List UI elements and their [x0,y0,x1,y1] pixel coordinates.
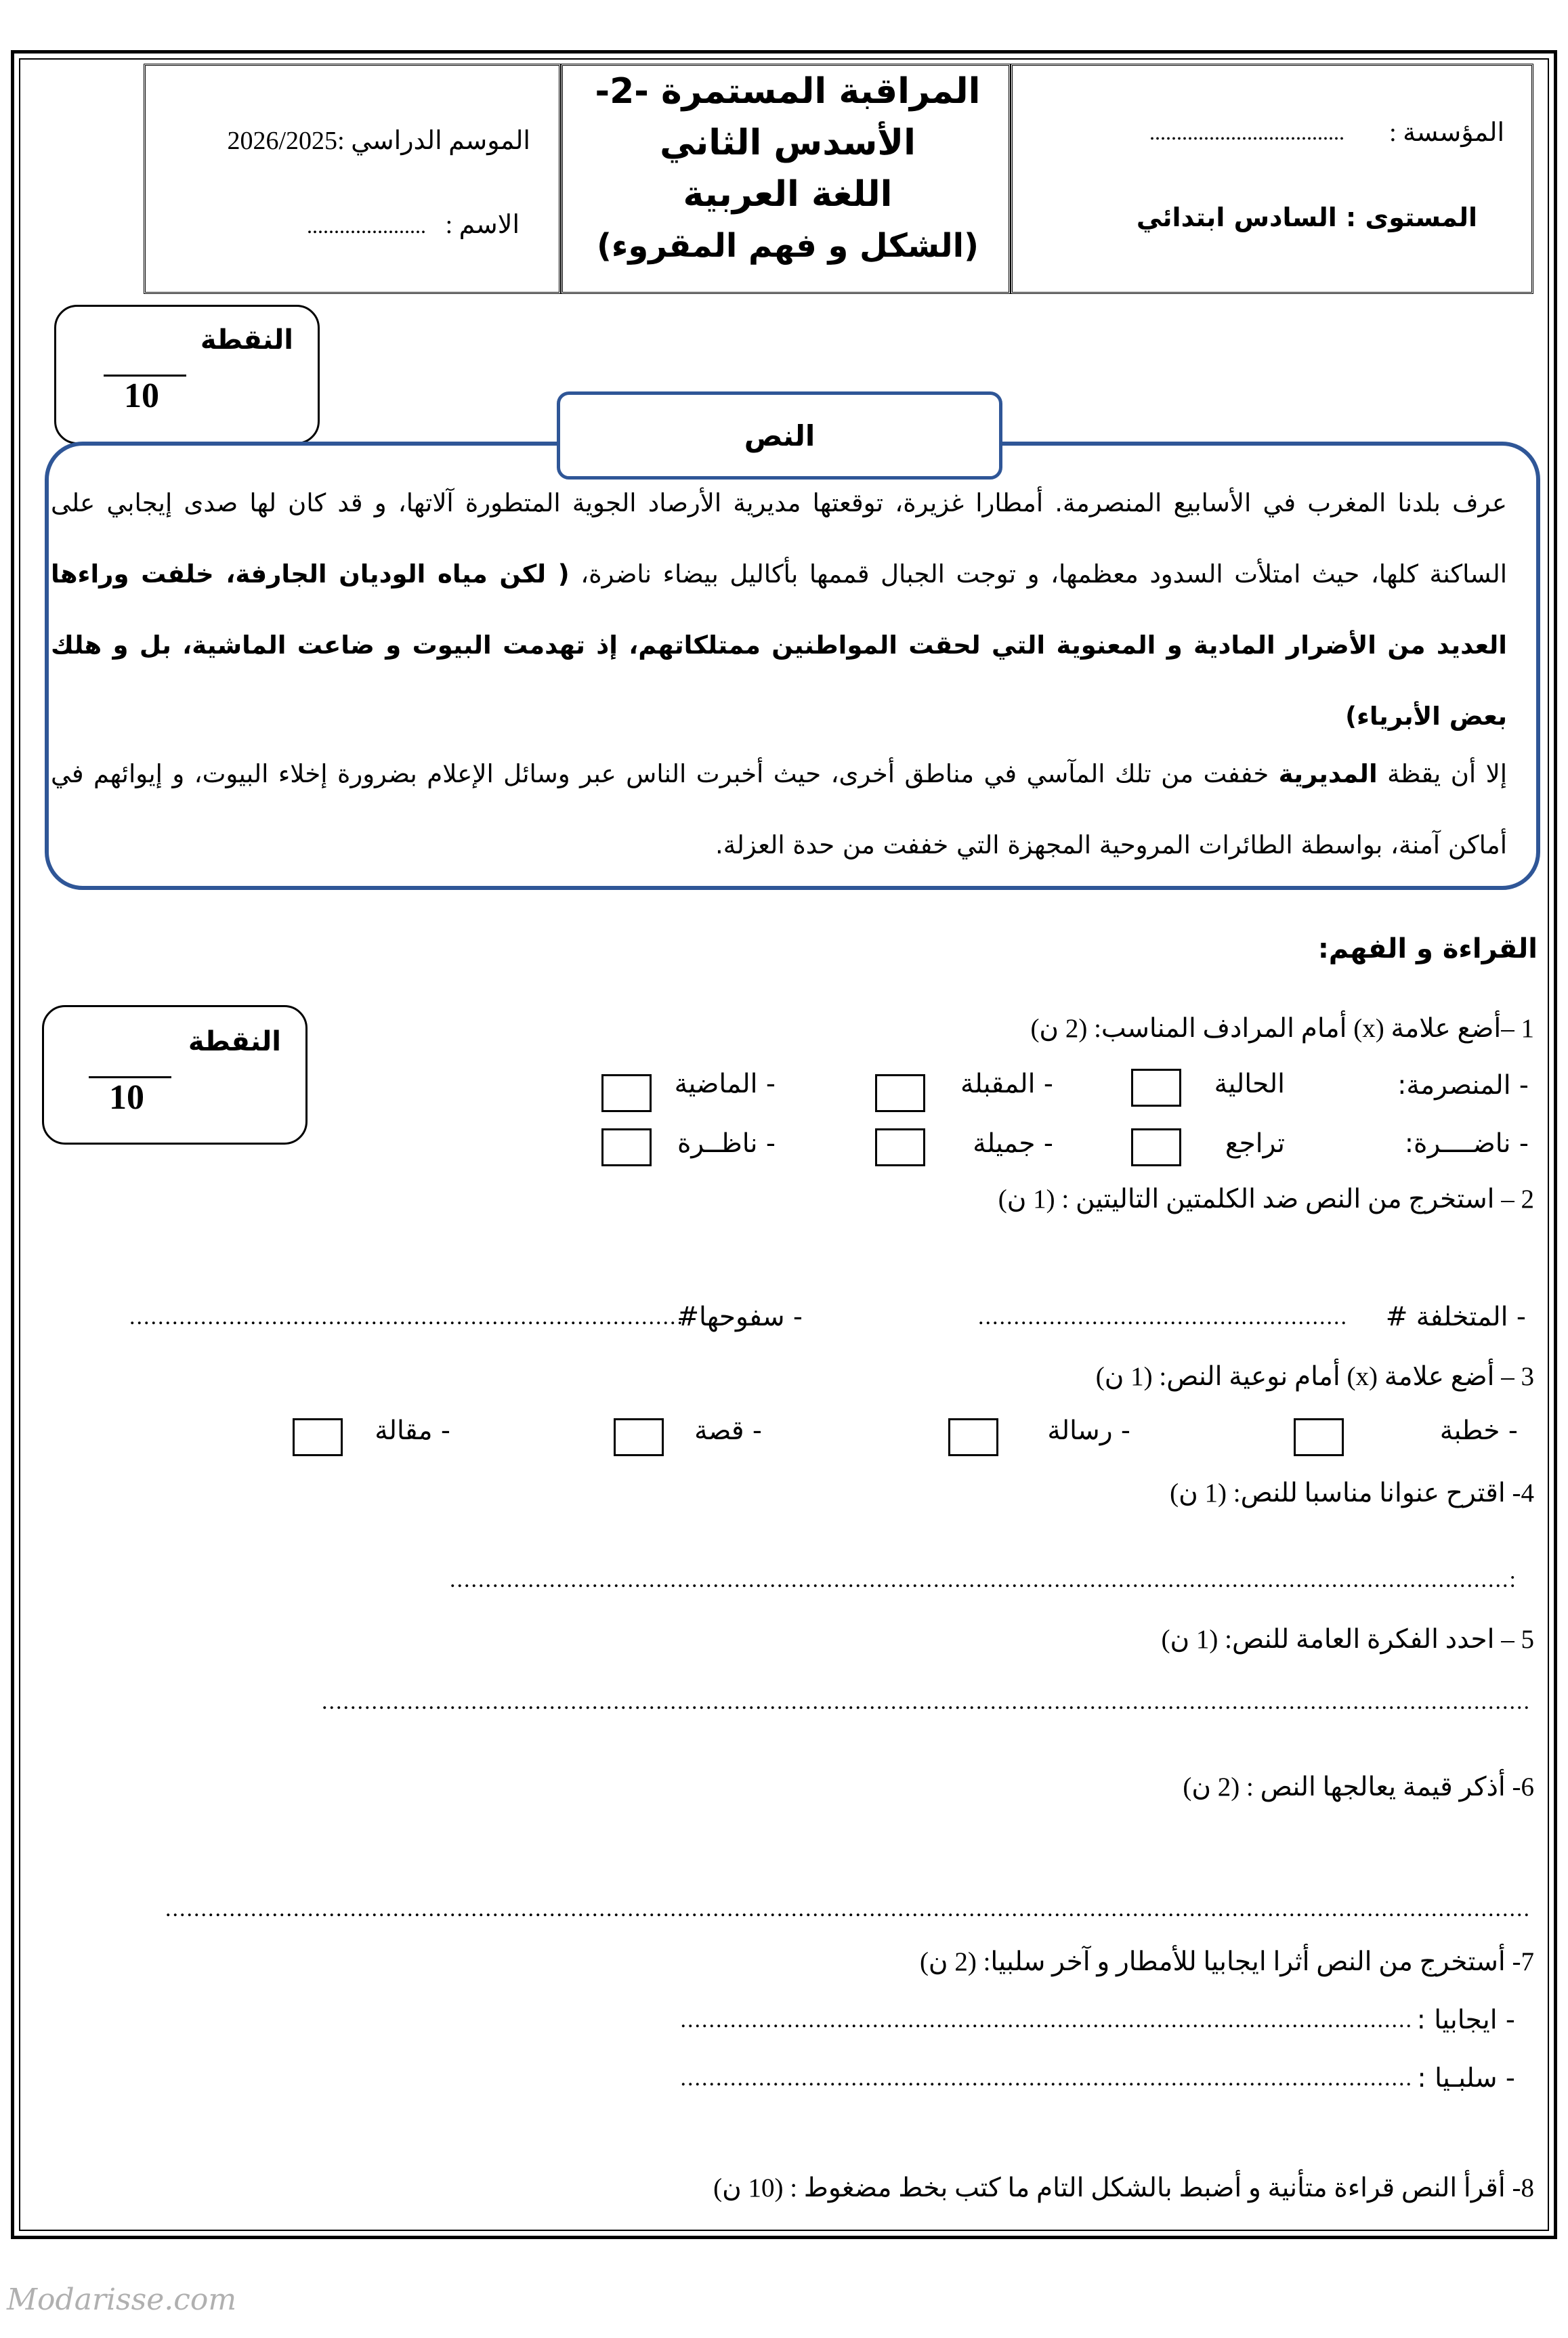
q2-answer-2-line[interactable]: .............................................................................. [129,1304,684,1330]
name-label: الاسم : [445,211,520,239]
header-institution-cell [1011,64,1533,294]
score-value: 10 [109,1078,144,1117]
question-5: 5 – احدد الفكرة العامة للنص: (1 ن) [1161,1625,1534,1654]
q1-word-1: - المنصرمة: [1397,1070,1529,1101]
q1-option-label: - المقبلة [960,1069,1053,1099]
q2-word-1: - المتخلفة # [1385,1302,1526,1332]
exam-title: المراقبة المستمرة -2- [595,71,981,112]
q1-checkbox[interactable] [1131,1128,1181,1166]
text-paragraph-2 [51,738,1507,880]
q7-negative-answer[interactable]: ....................................................................................................... [680,2066,1413,2091]
institution-dots: .................................... [1149,120,1344,144]
paragraph-1-plain: عرف بلدنا المغرب في الأسابيع المنصرمة. أمطارا غزيرة، توقعتها مديرية الأرصاد الجوية المتطورة آلاتها، و قد كان لها صدى إيجابي على الساكنة كلها، حيث امتلأت السدود معظمها، و توجت الجبال قممها بأكاليل بيضاء ناضرة، [51,488,1507,589]
question-2: 2 – استخرج من النص ضد الكلمتين التاليتين : (1 ن) [998,1185,1534,1214]
section-title: القراءة و الفهم: [1317,933,1538,964]
school-year: الموسم الدراسي :2026/2025 [227,127,530,155]
q6-answer-line[interactable]: ................................................................................................................................................................................................ [165,1896,1531,1921]
q3-checkbox[interactable] [293,1418,343,1456]
q2-answer-1-line[interactable]: .................................................... [978,1304,1348,1330]
text-paragraph-1 [51,467,1507,752]
q3-checkbox[interactable] [614,1418,664,1456]
q1-checkbox[interactable] [875,1128,925,1166]
score-box-text [54,305,320,444]
q1-option-label: الحالية [1214,1069,1285,1099]
question-7: 7- أستخرج من النص أثرا ايجابيا للأمطار و آخر سلبيا: (2 ن) [919,1947,1534,1976]
q3-option-label: - مقالة [375,1416,450,1446]
q3-checkbox[interactable] [948,1418,998,1456]
question-4: 4- اقترح عنوانا مناسبا للنص: (1 ن) [1170,1479,1534,1508]
q3-checkbox[interactable] [1294,1418,1344,1456]
q1-checkbox[interactable] [601,1128,652,1166]
q5-answer-line[interactable]: .......................................................................................................................................................................... [322,1689,1531,1714]
q1-option-label: - ناظــرة [677,1128,776,1159]
score-label: النقطة [200,324,293,356]
paragraph-2-bold: المديرية [1278,759,1378,788]
score-value: 10 [124,377,159,415]
q3-option-label: - خطبة [1439,1416,1518,1446]
paragraph-1-bold: ( لكن مياه الوديان الجارفة، خلفت وراءها العديد من الأضرار المادية و المعنوية التي لحقت المواطنين ممتلكاتهم، إذ تهدمت البيوت و ضاعت الماشية، بل و هلك بعض الأبرياء) [51,559,1507,731]
q3-option-label: - قصة [694,1416,762,1446]
name-dots: ...................... [307,213,426,238]
q7-positive-answer[interactable]: ....................................................................................................... [680,2007,1413,2033]
watermark: Modarisse.com [7,2282,237,2317]
question-8: 8- أقرأ النص قراءة متأنية و أضبط بالشكل التام ما كتب بخط مضغوط : (10 ن) [713,2173,1534,2203]
score-label: النقطة [188,1026,281,1057]
q1-option-label: تراجع [1225,1128,1285,1159]
question-1: 1 –أضع علامة (x) أمام المرادف المناسب: (2 ن) [1030,1014,1534,1043]
q1-checkbox[interactable] [1131,1069,1181,1107]
score-box-questions [42,1005,308,1145]
q1-checkbox[interactable] [601,1074,652,1112]
paragraph-2-end: خففت من تلك المآسي في مناطق أخرى، حيث أخبرت الناس عبر وسائل الإعلام بضرورة إخلاء البيوت، و إيوائهم في أماكن آمنة، بواسطة الطائرات المروحية المجهزة التي خففت من حدة العزلة. [51,759,1507,859]
text-title-box [557,391,1002,480]
q2-word-2: - سفوحها# [677,1302,803,1332]
paragraph-2-start: إلا أن يقظة [1377,759,1507,788]
header-year-cell [144,64,561,294]
q1-checkbox[interactable] [875,1074,925,1112]
q1-option-label: - جميلة [973,1128,1053,1159]
q4-answer-line[interactable]: :..................................................................................................................................................... [450,1567,1517,1592]
level-text: المستوى : السادس ابتدائي [1136,203,1477,232]
institution-label: المؤسسة : [1389,119,1504,147]
q7-positive-label: - ايجابيا : [1416,2005,1515,2035]
header-title-cell [561,64,1011,294]
semester-title: الأسدس الثاني [660,123,916,163]
q1-option-label: - الماضية [674,1069,776,1099]
exam-subtitle: (الشكل و فهم المقروء) [596,227,979,265]
q1-word-2: - ناضــــرة: [1404,1128,1529,1159]
subject-title: اللغة العربية [683,174,893,215]
question-3: 3 – أضع علامة (x) أمام نوعية النص: (1 ن) [1095,1362,1534,1391]
q3-option-label: - رسالة [1047,1416,1130,1446]
question-6: 6- أذكر قيمة يعالجها النص : (2 ن) [1183,1772,1534,1802]
text-title: النص [744,419,815,452]
q7-negative-label: - سلبـيا : [1417,2063,1515,2093]
